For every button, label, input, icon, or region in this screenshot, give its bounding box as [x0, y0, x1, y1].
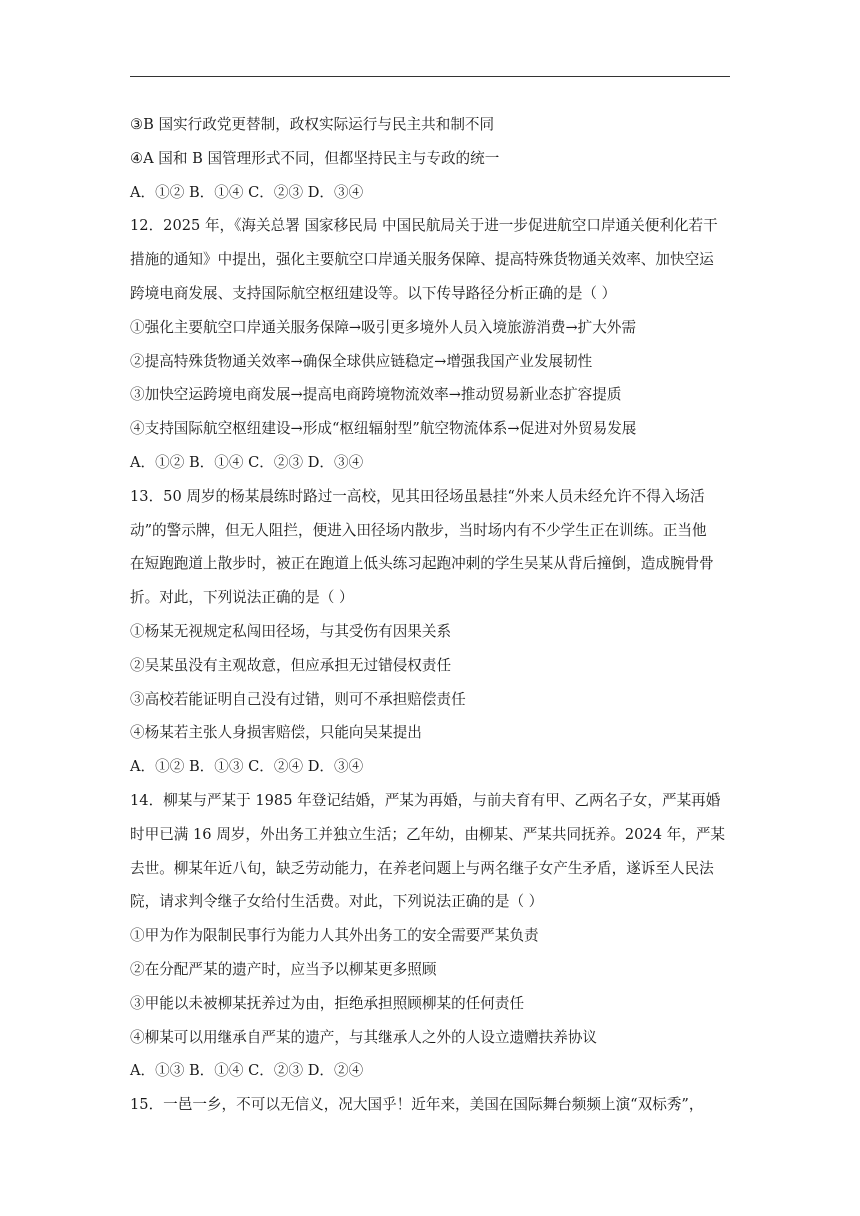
- q13-option-1: ①杨某无视规定私闯田径场，与其受伤有因果关系: [130, 622, 452, 640]
- exam-page-body: [130, 108, 732, 1122]
- question-11-continued: [130, 108, 732, 209]
- question-14: [130, 784, 732, 1088]
- q11-option-4: ④A 国和 B 国管理形式不同，但都坚持民主与专政的统一: [130, 149, 500, 167]
- question-13: [130, 480, 732, 784]
- q14-option-2: ②在分配严某的遗产时，应当予以柳某更多照顾: [130, 960, 437, 978]
- q14-stem-line: 院，请求判令继子女给付生活费。对此，下列说法正确的是（ ）: [130, 893, 544, 911]
- q14-stem-line: 14．柳某与严某于 1985 年登记结婚，严某为再婚，与前夫育有甲、乙两名子女，严某再婚: [130, 791, 721, 809]
- question-15: [130, 1088, 732, 1122]
- q13-stem-line: 动”的警示牌，但无人阻拦，便进入田径场内散步，当时场内有不少学生正在训练。正当他: [130, 521, 707, 539]
- q13-option-2: ②吴某虽没有主观故意，但应承担无过错侵权责任: [130, 656, 452, 674]
- q15-stem-line: 15．一邑一乡，不可以无信义，况大国乎！近年来，美国在国际舞台频频上演“双标秀”，: [130, 1096, 704, 1114]
- q11-answer-choices: A．①② B．①④ C．②③ D．③④: [130, 183, 364, 201]
- q13-answer-choices: A．①② B．①③ C．②④ D．③④: [130, 758, 364, 776]
- q14-answer-choices: A．①③ B．①④ C．②③ D．②④: [130, 1062, 364, 1080]
- header-rule: [130, 76, 730, 77]
- q12-stem-line: 措施的通知》中提出，强化主要航空口岸通关服务保障、提高特殊货物通关效率、加快空运: [130, 251, 714, 269]
- q14-stem-line: 去世。柳某年近八旬，缺乏劳动能力，在养老问题上与两名继子女产生矛盾，遂诉至人民法: [130, 859, 714, 877]
- q12-stem-line: 12．2025 年，《海关总署 国家移民局 中国民航局关于进一步促进航空口岸通关便利化若干: [130, 217, 718, 235]
- q11-option-3: ③B 国实行政党更替制，政权实际运行与民主共和制不同: [130, 116, 495, 133]
- q13-stem-line: 折。对此，下列说法正确的是（ ）: [130, 589, 354, 607]
- q13-option-4: ④杨某若主张人身损害赔偿，只能向吴某提出: [130, 724, 422, 742]
- q12-option-3: ③加快空运跨境电商发展→提高电商跨境物流效率→推动贸易新业态扩容提质: [130, 386, 622, 404]
- q14-option-1: ①甲为作为限制民事行为能力人其外出务工的安全需要严某负责: [130, 927, 539, 945]
- question-12: [130, 209, 732, 479]
- q12-option-2: ②提高特殊货物通关效率→确保全球供应链稳定→增强我国产业发展韧性: [130, 352, 593, 370]
- q13-stem-line: 13．50 周岁的杨某晨练时路过一高校，见其田径场虽悬挂“外来人员未经允许不得入场活: [130, 487, 705, 505]
- q12-option-1: ①强化主要航空口岸通关服务保障→吸引更多境外人员入境旅游消费→扩大外需: [130, 318, 637, 336]
- q12-answer-choices: A．①② B．①④ C．②③ D．③④: [130, 453, 364, 471]
- q13-stem-line: 在短跑跑道上散步时，被正在跑道上低头练习起跑冲刺的学生吴某从背后撞倒，造成腕骨骨: [130, 555, 714, 573]
- q12-option-4: ④支持国际航空枢纽建设→形成“枢纽辐射型”航空物流体系→促进对外贸易发展: [130, 420, 637, 438]
- q14-option-3: ③甲能以未被柳某抚养过为由，拒绝承担照顾柳某的任何责任: [130, 994, 525, 1012]
- q13-option-3: ③高校若能证明自己没有过错，则可不承担赔偿责任: [130, 690, 466, 708]
- q12-stem-line: 跨境电商发展、支持国际航空枢纽建设等。以下传导路径分析正确的是（ ）: [130, 284, 617, 302]
- q14-stem-line: 时甲已满 16 周岁，外出务工并独立生活；乙年幼，由柳某、严某共同抚养。2024 年，严某: [130, 825, 726, 843]
- q14-option-4: ④柳某可以用继承自严某的遗产，与其继承人之外的人设立遗赠扶养协议: [130, 1028, 598, 1046]
